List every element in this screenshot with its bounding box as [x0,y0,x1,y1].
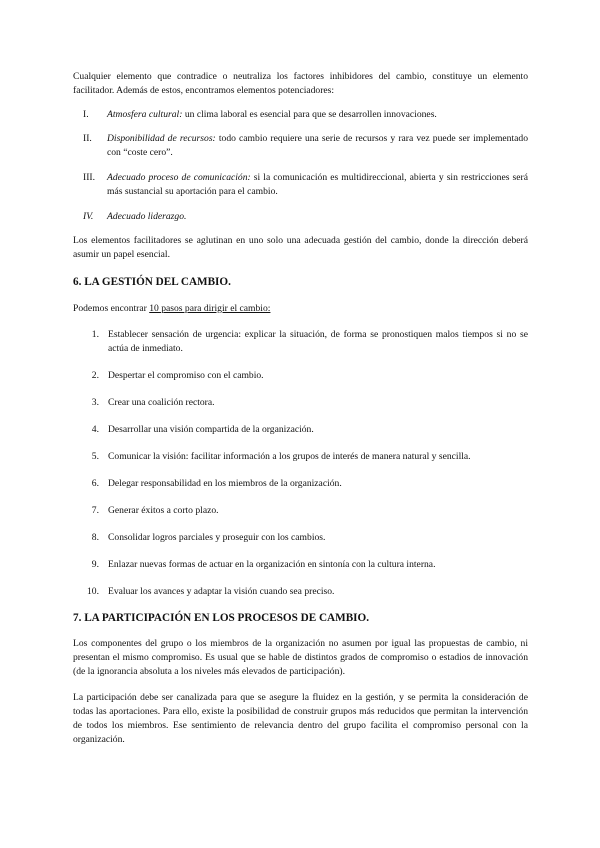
section-7-paragraph-1: Los componentes del grupo o los miembros de la organización no asumen por igual las propuestas de cambio, ni presentan el mismo compromiso. Es usual que se hable de distintos grados de compromiso o estadios de innovación (de la ignorancia absoluta a los niveles más elevados de participación). [73,638,528,677]
intro-paragraph: Cualquier elemento que contradice o neutraliza los factores inhibidores del cambio, constituye un elemento facilitador. Además de estos, encontramos elementos potenciadores: [73,71,528,96]
item-title: Adecuado proceso de comunicación: [107,172,251,183]
item-number: I. [83,109,89,120]
item-title: Disponibilidad de recursos: [107,133,216,144]
step-text: Delegar responsabilidad en los miembros de la organización. [108,478,342,489]
section-6-heading: 6. LA GESTIÓN DEL CAMBIO. [73,276,231,288]
step-item [73,558,528,572]
step-number: 4. [91,424,99,435]
item-text: si la comunicación es multidireccional, abierta y sin restricciones será más sustancial su aportación para el cambio. [107,172,528,197]
facilitators-paragraph: Los elementos facilitadores se aglutinan en uno solo una adecuada gestión del cambio, donde la dirección deberá asumir un papel esencial. [73,235,528,260]
step-number: 8. [91,532,99,543]
steps-list [73,328,528,599]
step-item [73,585,528,599]
step-number: 1. [91,329,99,340]
potentiator-item [73,210,528,224]
step-item [73,504,528,518]
section-6-lead [73,302,528,316]
potentiators-list [73,108,528,224]
step-text: Enlazar nuevas formas de actuar en la organización en sintonía con la cultura interna. [108,559,436,570]
step-item [73,477,528,491]
potentiator-item [73,171,528,199]
step-number: 9. [91,559,99,570]
item-number: III. [83,172,95,183]
step-number: 6. [91,478,99,489]
step-text: Consolidar logros parciales y proseguir con los cambios. [108,532,326,543]
item-text: todo cambio requiere una serie de recursos y rara vez puede ser implementado con “coste cero”. [107,133,528,158]
step-text: Crear una coalición rectora. [108,397,215,408]
lead-underlined-text: 10 pasos para dirigir el cambio: [149,303,271,314]
step-item [73,369,528,383]
step-number: 5. [91,451,99,462]
step-number: 3. [91,397,99,408]
section-7-heading: 7. LA PARTICIPACIÓN EN LOS PROCESOS DE CAMBIO. [73,612,370,624]
item-number: II. [83,133,92,144]
item-number: IV. [83,211,94,222]
step-text: Evaluar los avances y adaptar la visión cuando sea preciso. [108,586,335,597]
step-item [73,450,528,464]
step-number: 10. [87,586,99,597]
section-7-paragraph-2: La participación debe ser canalizada para que se asegure la fluidez en la gestión, y se permita la consideración de todas las aportaciones. Para ello, existe la posibilidad de construir grupos más reducidos que permitan la intervención de todos los miembros. Ese sentimiento de relevancia dentro del grupo facilita el compromiso personal con la organización. [73,692,528,745]
step-number: 2. [91,370,99,381]
lead-text: Podemos encontrar [73,303,150,314]
step-item [73,531,528,545]
step-item [73,328,528,356]
step-text: Desarrollar una visión compartida de la organización. [108,424,314,435]
potentiator-item [73,108,528,122]
step-text: Despertar el compromiso con el cambio. [108,370,264,381]
step-item [73,396,528,410]
document-page [73,70,528,747]
potentiator-item [73,132,528,160]
item-title: Atmosfera cultural: [107,109,183,120]
step-text: Establecer sensación de urgencia: explicar la situación, de forma se pronostiquen malos tiempos si no se actúa de inmediato. [108,329,528,354]
item-title: Adecuado liderazgo. [107,211,187,222]
step-item [73,423,528,437]
step-text: Generar éxitos a corto plazo. [108,505,219,516]
step-text: Comunicar la visión: facilitar información a los grupos de interés de manera natural y sencilla. [108,451,471,462]
step-number: 7. [91,505,99,516]
item-text: un clima laboral es esencial para que se desarrollen innovaciones. [182,109,437,120]
